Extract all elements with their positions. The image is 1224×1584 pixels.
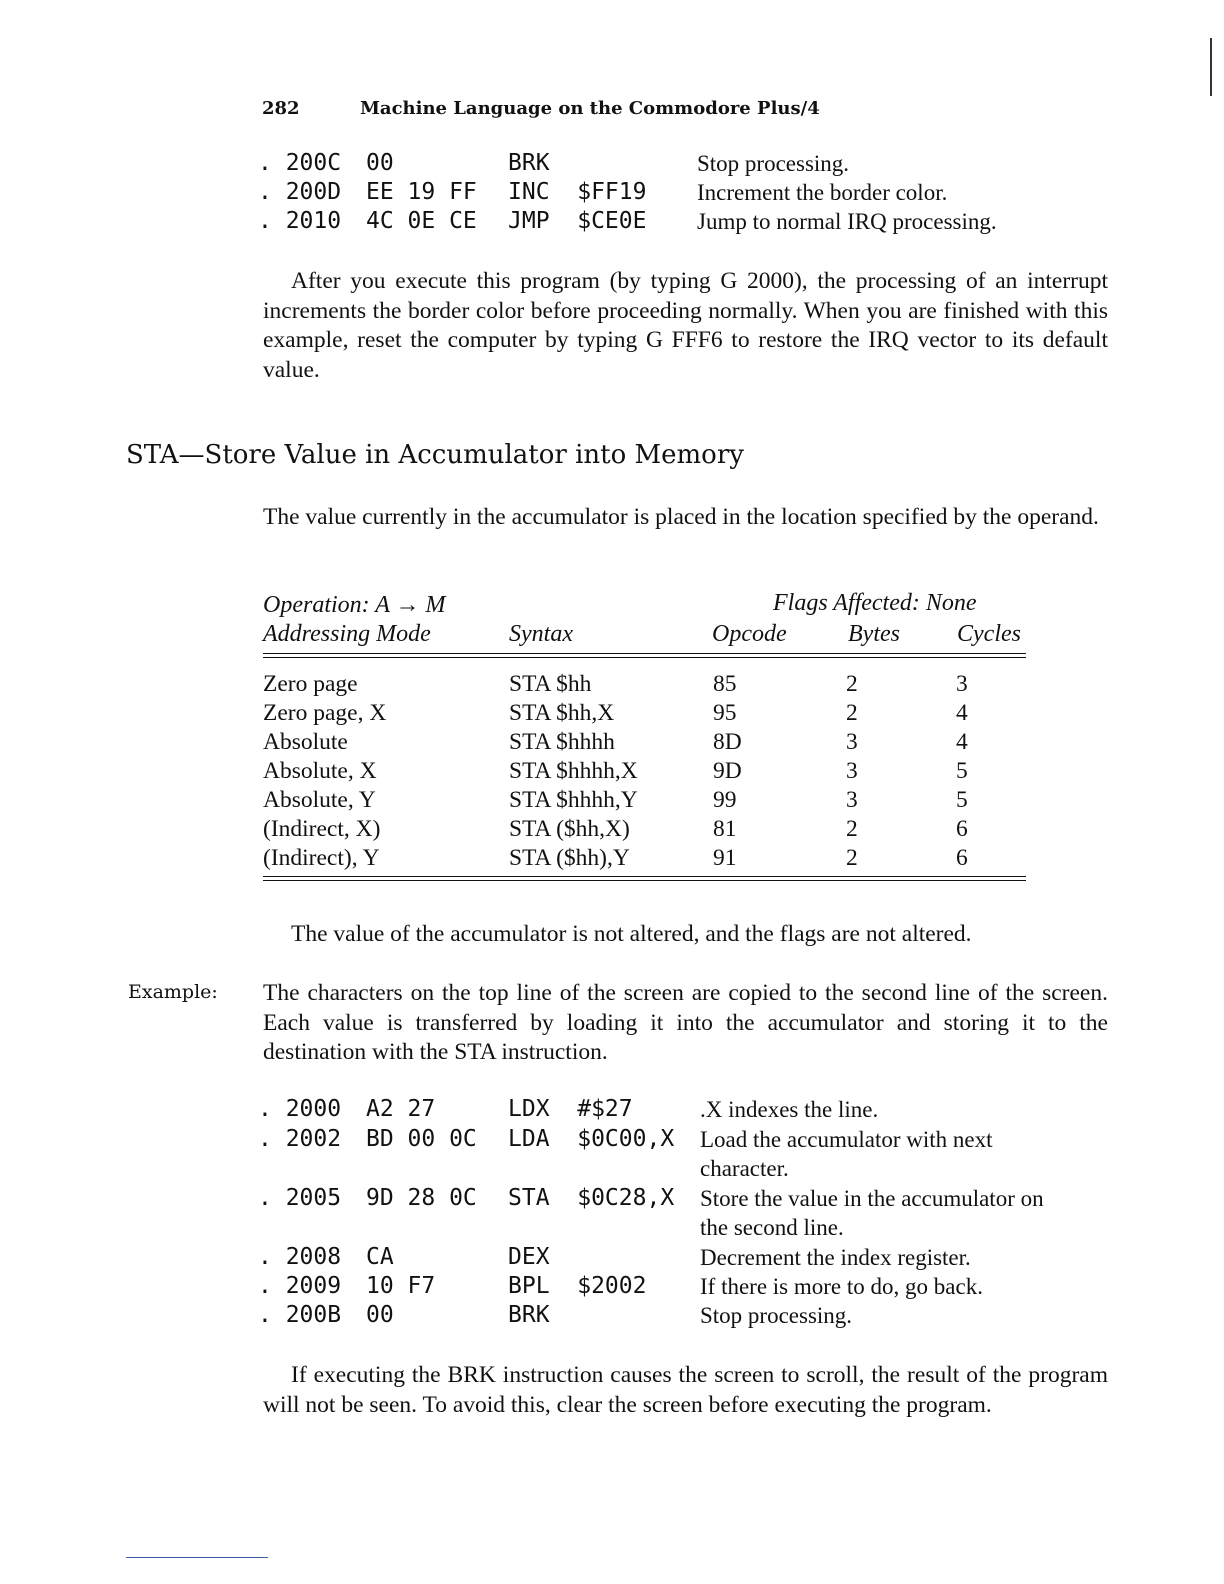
section-description: The value currently in the accumulator is placed in the location specified by the operand. <box>263 504 1099 530</box>
footnote-rule <box>126 1557 268 1558</box>
listing-instruction: STA $0C28,X <box>508 1185 675 1211</box>
table-rule-bottom-1 <box>263 876 1026 877</box>
listing-address: . 200C <box>258 150 342 176</box>
table-rule-top-2 <box>263 657 1026 658</box>
column-header-syntax: Syntax <box>509 621 573 647</box>
table-cell-mode: Absolute, X <box>263 758 377 784</box>
listing-bytes: EE 19 FF <box>366 179 477 205</box>
listing-comment: Store the value in the accumulator on <box>700 1186 1044 1211</box>
table-cell-cycles: 6 <box>956 816 968 842</box>
listing-address: . 2000 <box>258 1096 342 1122</box>
table-cell-bytes: 3 <box>846 758 858 784</box>
listing-comment: Stop processing. <box>700 1303 853 1328</box>
table-cell-bytes: 3 <box>846 729 858 755</box>
listing-comment: .X indexes the line. <box>700 1097 879 1122</box>
running-header-title: Machine Language on the Commodore Plus/4 <box>360 98 820 119</box>
listing-comment: Decrement the index register. <box>700 1245 971 1270</box>
listing-bytes: CA <box>366 1244 394 1270</box>
table-cell-bytes: 2 <box>846 816 858 842</box>
table-cell-syntax: STA $hhhh,Y <box>509 787 638 813</box>
column-header-cycles: Cycles <box>957 621 1021 647</box>
table-cell-mode: Absolute <box>263 729 348 755</box>
listing-address: . 200B <box>258 1302 342 1328</box>
listing-instruction: DEX <box>508 1244 550 1270</box>
operation-label: Operation: A → M <box>263 592 446 618</box>
listing-instruction: BPL $2002 <box>508 1273 647 1299</box>
table-cell-opcode: 9D <box>713 758 742 784</box>
listing-comment: Increment the border color. <box>697 180 948 205</box>
listing-bytes: A2 27 <box>366 1096 436 1122</box>
listing-bytes: 00 <box>366 1302 394 1328</box>
listing-comment-continued: character. <box>700 1156 789 1181</box>
listing-comment: If there is more to do, go back. <box>700 1274 983 1299</box>
listing-instruction: LDX #$27 <box>508 1096 633 1122</box>
table-cell-syntax: STA ($hh,X) <box>509 816 630 842</box>
table-cell-cycles: 6 <box>956 845 968 871</box>
section-heading: STA—Store Value in Accumulator into Memory <box>126 440 744 470</box>
table-cell-opcode: 8D <box>713 729 742 755</box>
table-cell-bytes: 2 <box>846 700 858 726</box>
table-cell-opcode: 91 <box>713 845 737 871</box>
table-cell-bytes: 3 <box>846 787 858 813</box>
listing-address: . 2010 <box>258 208 342 234</box>
table-cell-syntax: STA ($hh),Y <box>509 845 630 871</box>
listing-comment-continued: the second line. <box>700 1215 844 1240</box>
table-cell-opcode: 95 <box>713 700 737 726</box>
table-cell-mode: Absolute, Y <box>263 787 376 813</box>
table-cell-mode: Zero page <box>263 671 358 697</box>
table-cell-mode: Zero page, X <box>263 700 387 726</box>
table-cell-opcode: 99 <box>713 787 737 813</box>
page-number: 282 <box>262 98 300 119</box>
listing-instruction: LDA $0C00,X <box>508 1126 675 1152</box>
listing-address: . 2008 <box>258 1244 342 1270</box>
table-cell-opcode: 85 <box>713 671 737 697</box>
listing-instruction: BRK <box>508 1302 550 1328</box>
table-cell-cycles: 5 <box>956 787 968 813</box>
table-cell-mode: (Indirect, X) <box>263 816 381 842</box>
column-header-addressing-mode: Addressing Mode <box>263 621 431 647</box>
flags-affected-label: Flags Affected: None <box>773 590 977 616</box>
listing-bytes: 00 <box>366 150 394 176</box>
listing-bytes: 4C 0E CE <box>366 208 477 234</box>
listing-address: . 2005 <box>258 1185 342 1211</box>
table-cell-syntax: STA $hhhh,X <box>509 758 638 784</box>
table-cell-cycles: 3 <box>956 671 968 697</box>
table-cell-syntax: STA $hh,X <box>509 700 615 726</box>
listing-bytes: 9D 28 0C <box>366 1185 477 1211</box>
table-cell-syntax: STA $hh <box>509 671 592 697</box>
table-rule-bottom-2 <box>263 880 1026 881</box>
column-header-opcode: Opcode <box>712 621 787 647</box>
table-cell-cycles: 5 <box>956 758 968 784</box>
example-label: Example: <box>128 981 218 1003</box>
listing-instruction: BRK <box>508 150 550 176</box>
table-cell-syntax: STA $hhhh <box>509 729 615 755</box>
listing-bytes: 10 F7 <box>366 1273 436 1299</box>
table-cell-opcode: 81 <box>713 816 737 842</box>
table-cell-cycles: 4 <box>956 729 968 755</box>
table-rule-top-1 <box>263 653 1026 654</box>
listing-address: . 2009 <box>258 1273 342 1299</box>
example-description: The characters on the top line of the screen are copied to the second line of the screen. Each value is transferred by loading it into the accumulator and storing it to the destination with the STA instruction. <box>263 980 1108 1065</box>
listing-instruction: JMP $CE0E <box>508 208 647 234</box>
table-cell-bytes: 2 <box>846 845 858 871</box>
listing-address: . 2002 <box>258 1126 342 1152</box>
column-header-bytes: Bytes <box>848 621 900 647</box>
paragraph-after-listing: After you execute this program (by typing G 2000), the processing of an interrupt increments the border color before proceeding normally. When you are finished with this example, reset the computer by typing G FFF6 to restore the IRQ vector to its default value. <box>263 268 1108 383</box>
listing-address: . 200D <box>258 179 342 205</box>
table-cell-mode: (Indirect), Y <box>263 845 380 871</box>
listing-comment: Load the accumulator with next <box>700 1127 993 1152</box>
listing-instruction: INC $FF19 <box>508 179 647 205</box>
listing-comment: Jump to normal IRQ processing. <box>697 209 997 234</box>
listing-bytes: BD 00 0C <box>366 1126 477 1152</box>
table-cell-cycles: 4 <box>956 700 968 726</box>
page-edge-line <box>1210 38 1212 96</box>
closing-paragraph: If executing the BRK instruction causes the screen to scroll, the result of the program will not be seen. To avoid this, clear the screen before executing the program. <box>263 1362 1108 1418</box>
note-after-table: The value of the accumulator is not altered, and the flags are not altered. <box>291 921 972 947</box>
table-cell-bytes: 2 <box>846 671 858 697</box>
listing-comment: Stop processing. <box>697 151 850 176</box>
